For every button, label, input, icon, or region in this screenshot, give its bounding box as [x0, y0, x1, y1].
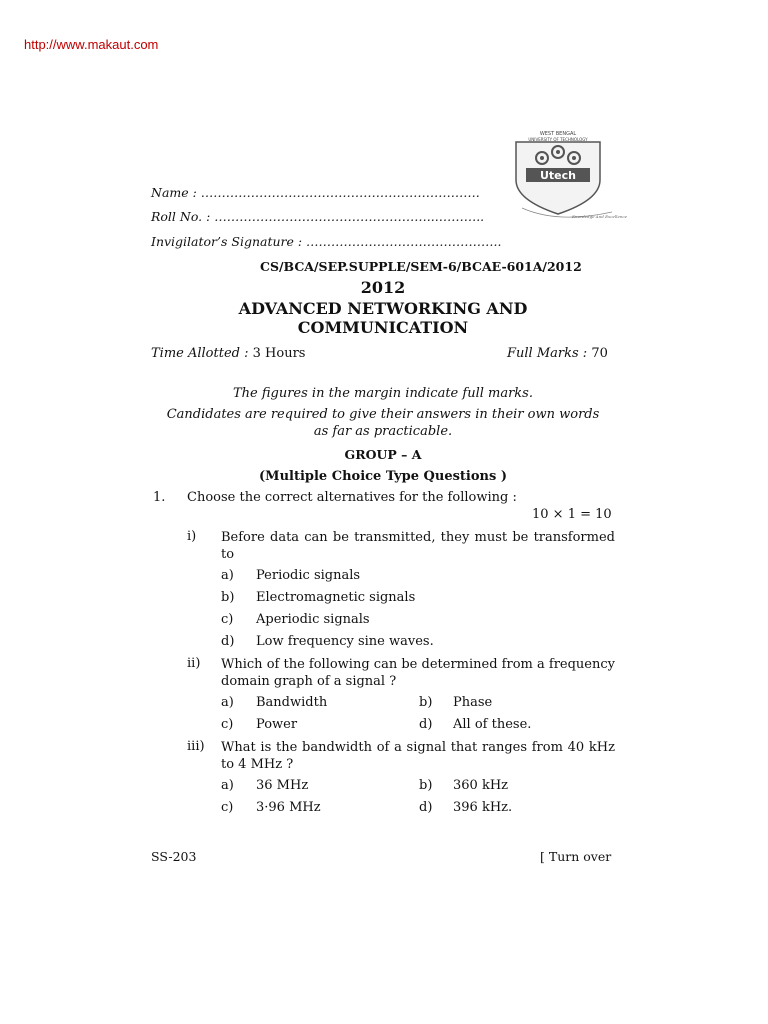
invigilator-signature-field: Invigilator’s Signature : ………………………………………..: [151, 234, 502, 249]
option-text: 36 MHz: [256, 778, 309, 793]
option-label: c): [221, 612, 234, 627]
option-label: d): [221, 634, 235, 649]
name-field: Name : ………………………………………………………….: [151, 185, 480, 200]
group-type: (Multiple Choice Type Questions ): [259, 469, 507, 484]
time-allotted: [151, 346, 305, 361]
subquestion-number: ii): [187, 656, 201, 671]
group-heading: GROUP – A: [344, 447, 422, 462]
option-text: Electromagnetic signals: [256, 590, 416, 605]
roll-number-field: Roll No. : ……………………………………………...………..: [151, 209, 485, 224]
option-label: a): [221, 778, 234, 793]
option-text: Bandwidth: [256, 695, 328, 710]
svg-text:WEST BENGAL: WEST BENGAL: [539, 131, 577, 137]
option-text: Low frequency sine waves.: [256, 634, 434, 649]
subquestion-number: iii): [187, 739, 205, 754]
exam-year: 2012: [360, 278, 406, 297]
university-logo: [502, 128, 627, 224]
option-label: d): [419, 717, 433, 732]
subquestion-text: What is the bandwidth of a signal that ranges from 40 kHz to 4 MHz ?: [221, 740, 615, 772]
instruction-line1: The figures in the margin indicate full marks.: [232, 386, 533, 401]
svg-text:Knowledge And Excellence: Knowledge And Excellence: [572, 214, 627, 219]
option-label: c): [221, 717, 234, 732]
question-marks: 10 × 1 = 10: [532, 507, 612, 522]
instruction-line2: Candidates are required to give their answers in their own words: [166, 407, 600, 422]
source-url[interactable]: http://www.makaut.com: [24, 37, 159, 52]
question-text: Choose the correct alternatives for the following :: [187, 490, 517, 505]
option-label: a): [221, 695, 234, 710]
instruction-line3: as far as practicable.: [313, 424, 453, 439]
page-code: SS-203: [151, 849, 197, 864]
paper-code: CS/BCA/SEP.SUPPLE/SEM-6/BCAE-601A/2012: [260, 259, 582, 274]
option-label: d): [419, 800, 433, 815]
paper-title-line2: COMMUNICATION: [297, 318, 469, 337]
subquestion-number: i): [187, 529, 197, 544]
subquestion-text: Which of the following can be determined from a frequency domain graph of a signal ?: [221, 657, 615, 689]
subquestion-text: Before data can be transmitted, they must be transformed to: [221, 530, 615, 562]
full-marks: [507, 346, 608, 361]
option-label: b): [221, 590, 235, 605]
paper-title-line1: ADVANCED NETWORKING AND: [238, 299, 528, 318]
option-text: 360 kHz: [453, 778, 509, 793]
option-text: Periodic signals: [256, 568, 361, 583]
option-text: All of these.: [453, 717, 532, 732]
marks-label: Full Marks :: [507, 346, 588, 361]
time-label: Time Allotted :: [151, 346, 249, 361]
svg-text:Utech: Utech: [539, 169, 577, 182]
option-text: 3·96 MHz: [256, 800, 321, 815]
option-label: c): [221, 800, 234, 815]
turn-over-note: [ Turn over: [540, 849, 612, 864]
marks-value: 70: [587, 346, 608, 361]
option-text: Aperiodic signals: [256, 612, 370, 627]
time-value: 3 Hours: [248, 346, 306, 361]
option-text: Phase: [453, 695, 493, 710]
option-label: b): [419, 778, 433, 793]
option-text: Power: [256, 717, 298, 732]
option-label: a): [221, 568, 234, 583]
svg-text:UNIVERSITY OF TECHNOLOGY: UNIVERSITY OF TECHNOLOGY: [528, 137, 588, 142]
option-text: 396 kHz.: [453, 800, 513, 815]
question-number: 1.: [153, 490, 166, 505]
option-label: b): [419, 695, 433, 710]
